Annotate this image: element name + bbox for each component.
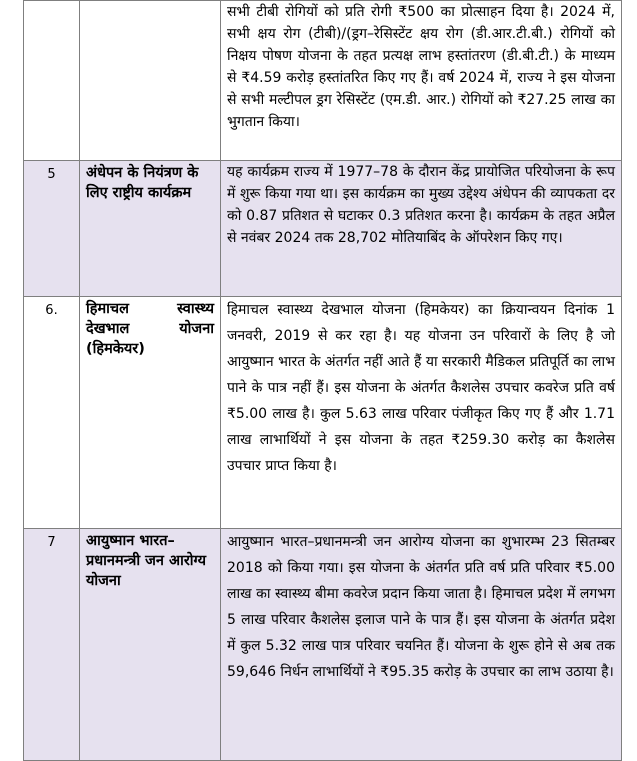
scheme-description: सभी टीबी रोगियों को प्रति रोगी ₹500 का प्रोत्साहन दिया है। 2024 में, सभी क्षय रोग (टीबी)/(ड्रग–रेसिस्टेंट क्षय रोग (डी.आर.टी.बी.) रोगियों को निक्षय पोषण योजना के तहत प्रत्यक्ष लाभ हस्तांतरण (डी.बी.टी.) के माध्यम से ₹4.59 करोड़ हस्तांतरित किए गए हैं। वर्ष 2024 में, राज्य ने इस योजना से सभी मल्टीपल ड्रग रेसिस्टेंट (एम.डी. आर.) रोगियों को ₹27.25 लाख का भुगतान किया। (221, 1, 622, 161)
table-row (24, 529, 622, 761)
scheme-description: आयुष्मान भारत–प्रधानमन्त्री जन आरोग्य योजना का शुभारम्भ 23 सितम्बर 2018 को किया गया। इस योजना के अंतर्गत प्रति वर्ष प्रति परिवार ₹5.00 लाख का स्वास्थ्य बीमा कवरेज प्रदान किया जाता है। हिमाचल प्रदेश में लगभग 5 लाख परिवार कैशलेस इलाज पाने के पात्र हैं। इस योजना के अंतर्गत प्रदेश में कुल 5.32 लाख पात्र परिवार चयनित हैं। योजना के शुरू होने से अब तक 59,646 निर्धन लाभार्थियों ने ₹95.35 करोड़ के उपचार का लाभ उठाया है। (221, 529, 622, 761)
scheme-title: आयुष्मान भारत–प्रधानमन्त्री जन आरोग्य योजना (80, 529, 221, 761)
table-row (24, 161, 622, 297)
serial-number (24, 1, 80, 161)
serial-number: 5 (24, 161, 80, 297)
scheme-title: हिमाचल स्वास्थ्य देखभाल योजना (हिमकेयर) (80, 297, 221, 529)
scheme-title: अंधेपन के नियंत्रण के लिए राष्ट्रीय कार्यक्रम (80, 161, 221, 297)
table-row (24, 297, 622, 529)
scheme-description: हिमाचल स्वास्थ्य देखभाल योजना (हिमकेयर) का क्रियान्वयन दिनांक 1 जनवरी, 2019 से कर रहा है। यह योजना उन परिवारों के लिए है जो आयुष्मान भारत के अंतर्गत नहीं आते हैं या सरकारी मैडिकल प्रतिपूर्ति का लाभ पाने के पात्र नहीं हैं। इस योजना के अंतर्गत कैशलेस उपचार कवरेज प्रति वर्ष ₹5.00 लाख है। कुल 5.63 लाख परिवार पंजीकृत किए गए हैं और 1.71 लाख लाभार्थियों ने इस योजना के तहत ₹259.30 करोड़ का कैशलेस उपचार प्राप्त किया है। (221, 297, 622, 529)
table-row (24, 1, 622, 161)
scheme-description: यह कार्यक्रम राज्य में 1977–78 के दौरान केंद्र प्रायोजित परियोजना के रूप में शुरू किया गया था। इस कार्यक्रम का मुख्य उद्देश्य अंधेपन की व्यापकता दर को 0.87 प्रतिशत से घटाकर 0.3 प्रतिशत करना है। कार्यक्रम के तहत अप्रैल से नवंबर 2024 तक 28,702 मोतियाबिंद के ऑपरेशन किए गए। (221, 161, 622, 297)
schemes-table (23, 0, 622, 761)
serial-number: 6. (24, 297, 80, 529)
serial-number: 7 (24, 529, 80, 761)
scheme-title (80, 1, 221, 161)
